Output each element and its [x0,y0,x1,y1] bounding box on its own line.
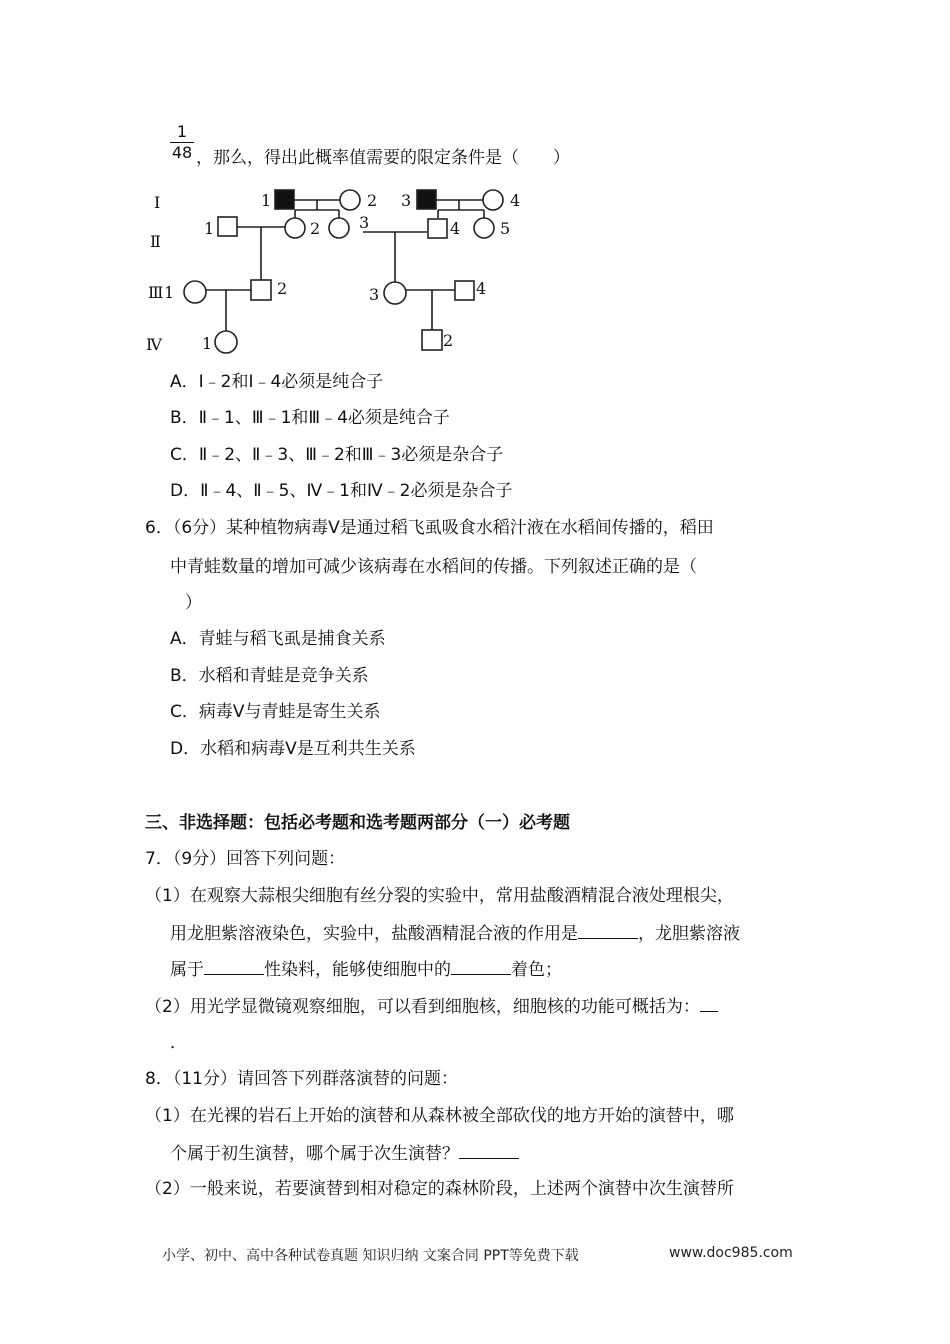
q7-part1-line3-text-b: 性染料，能够使细胞中的 [264,960,451,980]
q6-option-b: B．水稻和青蛙是竞争关系 [170,666,369,686]
footer-text: 小学、初中、高中各种试卷真题 知识归纳 文案合同 PPT等免费下载 [162,1248,579,1264]
fraction-denominator: 48 [171,143,193,162]
fraction-1-48 [170,123,194,162]
pedigree-I1-affected-male [275,190,294,209]
q7-part1-line3-text-a: 属于 [170,960,204,980]
label-I4: 4 [510,191,521,210]
generation-label-IV: Ⅳ [146,335,162,354]
pedigree-II3-female [329,218,349,238]
generation-label-III: Ⅲ [148,283,164,302]
q7-part2-line2: ． [170,1033,187,1053]
pedigree-II4-male [428,219,447,238]
pedigree-I4-female [483,190,503,210]
q7-part1-line3-text-c: 着色； [511,960,562,980]
q5-option-c: C．Ⅱ﹣2、Ⅱ﹣3、Ⅲ﹣2和Ⅲ﹣3必须是杂合子 [170,445,504,465]
label-III3: 3 [369,285,380,304]
q5-condition-text: ，那么，得出此概率值需要的限定条件是（ ） [196,148,570,168]
label-II3: 3 [359,213,370,232]
generation-label-I: Ⅰ [154,193,161,212]
section-3-title: 三、非选择题：包括必考题和选考题两部分（一）必考题 [145,813,570,833]
generation-III-prefix: 1 [164,283,175,302]
q8-head: 8．（11分）请回答下列群落演替的问题： [145,1069,458,1089]
pedigree-I3-affected-male [417,190,436,209]
pedigree-III3-female [384,282,406,304]
answer-blank [451,958,511,975]
q7-part1-line2-text-b: ，龙胆紫溶液 [638,924,740,944]
pedigree-IV2-male [422,330,442,350]
q6-line-2: 中青蛙数量的增加可减少该病毒在水稻间的传播。下列叙述正确的是（ [170,557,697,577]
label-II1: 1 [204,219,215,238]
q8-part2-line1: （2）一般来说，若要演替到相对稳定的森林阶段，上述两个演替中次生演替所 [145,1179,734,1199]
label-II4: 4 [450,219,461,238]
label-II5: 5 [500,219,511,238]
pedigree-II2-female [285,218,305,238]
label-I3: 3 [401,191,412,210]
label-IV1: 1 [202,334,213,353]
pedigree-III2-male [251,280,271,300]
label-IV2: 2 [443,331,454,350]
answer-blank [578,922,638,939]
label-I2: 2 [367,191,378,210]
pedigree-IV1-female [215,331,237,353]
pedigree-III1-female [184,281,206,303]
answer-blank [459,1142,519,1159]
q8-part1-line1: （1）在光裸的岩石上开始的演替和从森林被全部砍伐的地方开始的演替中，哪 [145,1106,734,1126]
q5-option-d: D．Ⅱ﹣4、Ⅱ﹣5、Ⅳ﹣1和Ⅳ﹣2必须是杂合子 [170,481,513,501]
q6-option-d: D．水稻和病毒V是互利共生关系 [170,739,416,759]
q7-part1-line1: （1）在观察大蒜根尖细胞有丝分裂的实验中，常用盐酸酒精混合液处理根尖， [145,886,734,906]
pedigree-diagram [140,180,540,360]
label-I1: 1 [261,191,272,210]
generation-label-II: Ⅱ [150,232,161,251]
q6-line-3: ） [185,593,202,613]
q6-option-c: C．病毒V与青蛙是寄生关系 [170,702,381,722]
q6-option-a: A．青蛙与稻飞虱是捕食关系 [170,629,386,649]
label-III4: 4 [476,279,487,298]
pedigree-II1-male [218,217,237,236]
q5-option-a: A．Ⅰ﹣2和Ⅰ﹣4必须是纯合子 [170,372,384,392]
pedigree-III4-male [455,281,474,300]
label-II2: 2 [310,219,321,238]
pedigree-I2-female [340,190,360,210]
q7-part1-line2 [170,922,740,945]
q6-line-1: 6．（6分）某种植物病毒V是通过稻飞虱吸食水稻汁液在水稻间传播的，稻田 [145,518,714,538]
answer-blank [204,958,264,975]
q7-part2-line1 [145,995,718,1018]
footer-url[interactable]: www.doc985.com [669,1245,793,1261]
q8-part1-line2 [170,1142,519,1165]
pedigree-II5-female [474,218,494,238]
q7-part2-line1-text: （2）用光学显微镜观察细胞，可以看到细胞核，细胞核的功能可概括为： [145,997,700,1017]
answer-blank [700,995,718,1012]
q7-part1-line3 [170,958,562,981]
fraction-numerator: 1 [170,123,194,143]
q8-part1-line2-text: 个属于初生演替，哪个属于次生演替？ [170,1144,459,1164]
label-III2: 2 [277,279,288,298]
q7-head: 7．（9分）回答下列问题： [145,849,346,869]
q5-option-b: B．Ⅱ﹣1、Ⅲ﹣1和Ⅲ﹣4必须是纯合子 [170,408,450,428]
q7-part1-line2-text-a: 用龙胆紫溶液染色，实验中，盐酸酒精混合液的作用是 [170,924,578,944]
